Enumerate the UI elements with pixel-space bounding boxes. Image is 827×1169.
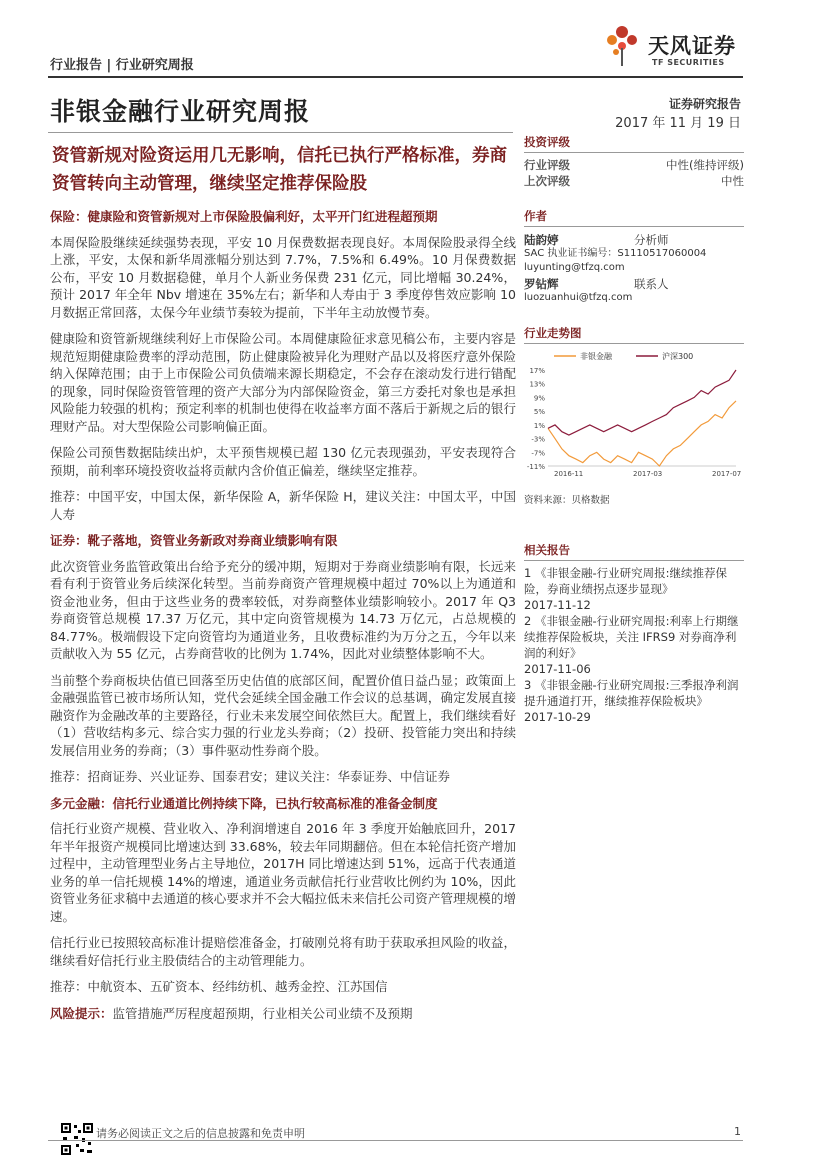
author-email[interactable]: luozuanhui@tfzq.com <box>524 292 633 303</box>
risk-text: 监管措施严厉程度超预期，行业相关公司业绩不及预期 <box>112 1005 413 1021</box>
rating-key: 行业评级 <box>524 158 570 172</box>
y-tick-label: 13% <box>529 380 545 389</box>
rating-value: 中性(维持评级) <box>666 158 744 172</box>
rating-key: 上次评级 <box>524 174 570 188</box>
related-title[interactable]: 2 《非银金融-行业研究周报:利率上行期继续推荐保险板块，关注 IFRS9 对券商净利润的利好》 <box>524 614 739 660</box>
related-reports <box>524 542 744 725</box>
y-axis-ticks <box>527 367 545 471</box>
report-type: 证券研究报告 <box>668 97 741 111</box>
related-item[interactable] <box>524 613 744 677</box>
chart-lines <box>548 370 736 466</box>
author-name: 陆韵婷 <box>524 233 559 247</box>
section-heading: 保险：健康险和资管新规对上市保险股偏利好，太平开门红进程超预期 <box>50 209 438 224</box>
page-number: 1 <box>734 1125 741 1138</box>
logo-en: TF SECURITIES <box>652 58 725 67</box>
paragraph: 推荐：招商证券、兴业证券、国泰君安；建议关注：华泰证券、中信证券 <box>50 769 451 784</box>
trend-box <box>524 325 744 344</box>
author-name: 罗钻辉 <box>524 277 559 291</box>
chart-source: 资料来源：贝格数据 <box>524 495 610 506</box>
paragraph: 信托行业资产规模、营业收入、净利润增速自 2016 年 3 季度开始触底回升，2017 年半年报资产规模同比增速达到 33.68%，较去年同期翻倍。但在本轮信托资产增加过程中，主动管理型业务占主导地位，2017H 同比增速达到 51%，远高于代表通道业务的单一信托规模 14%的增速，通道业务贡献信托行业营收比例约为 10%，因此资管业务征求稿中去通道的核心要求并不会大幅拉低未来信托公司资产管理规模的增速。 <box>50 821 516 924</box>
flower-icon <box>607 26 637 66</box>
rating-box <box>524 134 744 189</box>
risk-label: 风险提示： <box>50 1005 113 1021</box>
paragraph: 当前整个券商板块估值已回落至历史估值的底部区间，配置价值日益凸显；政策面上金融强监管已被市场所认知，党代会延续全国金融工作会议的总基调，确定发展直接融资作为金融改革的主要路径，行业未来发展空间依然巨大。配置上，我们继续看好（1）营收结构多元、综合实力强的行业龙头券商；（2）投研、投管能力突出和持续发展信用业务的券商；（3）事件驱动性券商个股。 <box>50 672 516 758</box>
y-tick-label: -11% <box>526 463 545 471</box>
related-title[interactable]: 3 《非银金融-行业研究周报:三季报净利润提升通道打开，继续推荐保险板块》 <box>524 678 739 708</box>
footer-divider <box>48 1140 743 1141</box>
paragraph: 保险公司预售数据陆续出炉，太平预售规模已超 130 亿元表现强劲，平安表现符合预期，前利率环境投资收益将贡献内含价值正偏差，继续坚定推荐。 <box>50 445 516 478</box>
related-heading: 相关报告 <box>524 542 744 561</box>
report-date: 2017 年 11 月 19 日 <box>615 116 741 131</box>
rating-heading: 投资评级 <box>524 134 744 153</box>
y-tick-label: 17% <box>529 367 545 375</box>
related-item[interactable] <box>524 677 744 725</box>
related-date: 2017-11-12 <box>524 598 591 612</box>
author-heading: 作者 <box>524 208 744 227</box>
paragraph: 推荐：中国平安，中国太保，新华保险 A，新华保险 H，建议关注：中国太平，中国人寿 <box>50 489 516 522</box>
related-title[interactable]: 1 《非银金融-行业研究周报:继续推荐保险，券商业绩拐点逐步显现》 <box>524 566 727 596</box>
section-insurance <box>50 208 516 523</box>
headline: 资管新规对险资运用几无影响，信托已执行严格标准，券商资管转向主动管理，继续坚定推荐保险股 <box>52 146 507 194</box>
paragraph: 本周保险股继续延续强势表现，平安 10 月保费数据表现良好。本周保险股录得全线上涨，平安，太保和新华周涨幅分别达到 7.7%，7.5%和 6.49%。10 月保费数据公布，平安 10 月数据稳健，单月个人新业务保费 231 亿元，同比增幅 30.24%，预计 2017 年全年 Nbv 增速在 35%左右；新华和人寿由于 3 季度停售效应影响 10 月数据正常回落，太保今年业绩节奏较为提前，下半年主动放慢节奏。 <box>50 234 516 320</box>
section-heading: 证券：靴子落地，资管业务新政对券商业绩影响有限 <box>50 533 338 548</box>
y-tick-label: 1% <box>533 421 545 430</box>
author-cert: SAC 执业证书编号：S1110517060004 <box>524 248 707 259</box>
qr-code-icon <box>60 1122 94 1156</box>
legend-label-1: 沪深300 <box>662 352 694 361</box>
author-entry <box>524 277 744 305</box>
paragraph: 此次资管业务监管政策出台给予充分的缓冲期，短期对于券商业绩影响有限，长远来看有利于资管业务后续深化转型。当前券商资产管理规模中超过 70%以上为通道和资金池业务，但由于这些业务的费率较低，对券商整体业绩影响较小。2017 年 Q3 券商资管总规模 17.37 万亿元，其中定向资管规模为 14.73 万亿元，占总规模的 84.77%。极端假设下定向资管均为通道业务，且收费标准约为万分之五，今年以来贡献收入为 55 亿元，占券商营收的比例为 1.74%，因此对业绩整体影响不大。 <box>50 558 516 661</box>
author-box <box>524 208 744 305</box>
y-tick-label: 5% <box>533 408 545 417</box>
title-divider <box>48 132 513 133</box>
legend-label-0: 非银金融 <box>580 352 612 361</box>
paragraph: 推荐：中航资本、五矿资本、经纬纺机、越秀金控、江苏国信 <box>50 979 388 994</box>
author-role: 分析师 <box>634 233 669 247</box>
related-item[interactable] <box>524 565 744 613</box>
y-tick-label: 9% <box>533 394 545 403</box>
author-entry <box>524 233 744 275</box>
body <box>50 208 516 1031</box>
x-axis-ticks <box>548 466 741 478</box>
footer-disclaimer: 请务必阅读正文之后的信息披露和免责申明 <box>96 1127 305 1140</box>
chart-legend <box>554 351 693 361</box>
y-tick-label: -7% <box>531 449 545 458</box>
x-tick-label: 2017-07 <box>712 470 742 478</box>
series-line-1 <box>548 370 736 435</box>
doc-title: 非银金融行业研究周报 <box>50 97 311 126</box>
rating-value: 中性 <box>721 174 744 188</box>
paragraph: 健康险和资管新规继续利好上市保险公司。本周健康险征求意见稿公布，主要内容是规范短期健康险费率的浮动范围，防止健康险被异化为理财产品以及将医疗意外保险纳入保障范围；由于上市保险公司负债端来源长期稳定，不会存在滚动发行进行错配的现象，同时保险资管管理的资产大部分为内部保险资金，第三方委托对象也是承担风险能力较强的机构；预定利率的机制也使得在收益率方面不落后于新规之后的银行理财产品。对大型保险公司影响偏正面。 <box>50 331 516 434</box>
breadcrumb: 行业报告 | 行业研究周报 <box>50 58 194 73</box>
section-heading: 多元金融：信托行业通道比例持续下降，已执行较高标准的准备金制度 <box>50 795 438 811</box>
x-tick-label: 2017-03 <box>633 470 663 478</box>
series-line-0 <box>548 401 736 466</box>
author-role: 联系人 <box>634 277 669 291</box>
related-date: 2017-10-29 <box>524 710 591 724</box>
section-diversified <box>50 795 516 996</box>
trend-heading: 行业走势图 <box>524 325 744 344</box>
risk-warning <box>50 1005 516 1023</box>
y-tick-label: -3% <box>531 435 545 444</box>
rating-row <box>524 157 744 173</box>
header-divider <box>48 76 743 78</box>
author-email[interactable]: luyunting@tfzq.com <box>524 262 625 273</box>
related-date: 2017-11-06 <box>524 662 591 676</box>
rating-row <box>524 173 744 189</box>
section-securities <box>50 532 516 786</box>
x-tick-label: 2016-11 <box>554 470 584 478</box>
logo-cn: 天风证券 <box>648 34 736 58</box>
trend-chart <box>524 348 744 483</box>
paragraph: 信托行业已按照较高标准计提赔偿准备金，打破刚兑将有助于获取承担风险的收益，继续看好信托行业主股债结合的主动管理能力。 <box>50 935 516 968</box>
